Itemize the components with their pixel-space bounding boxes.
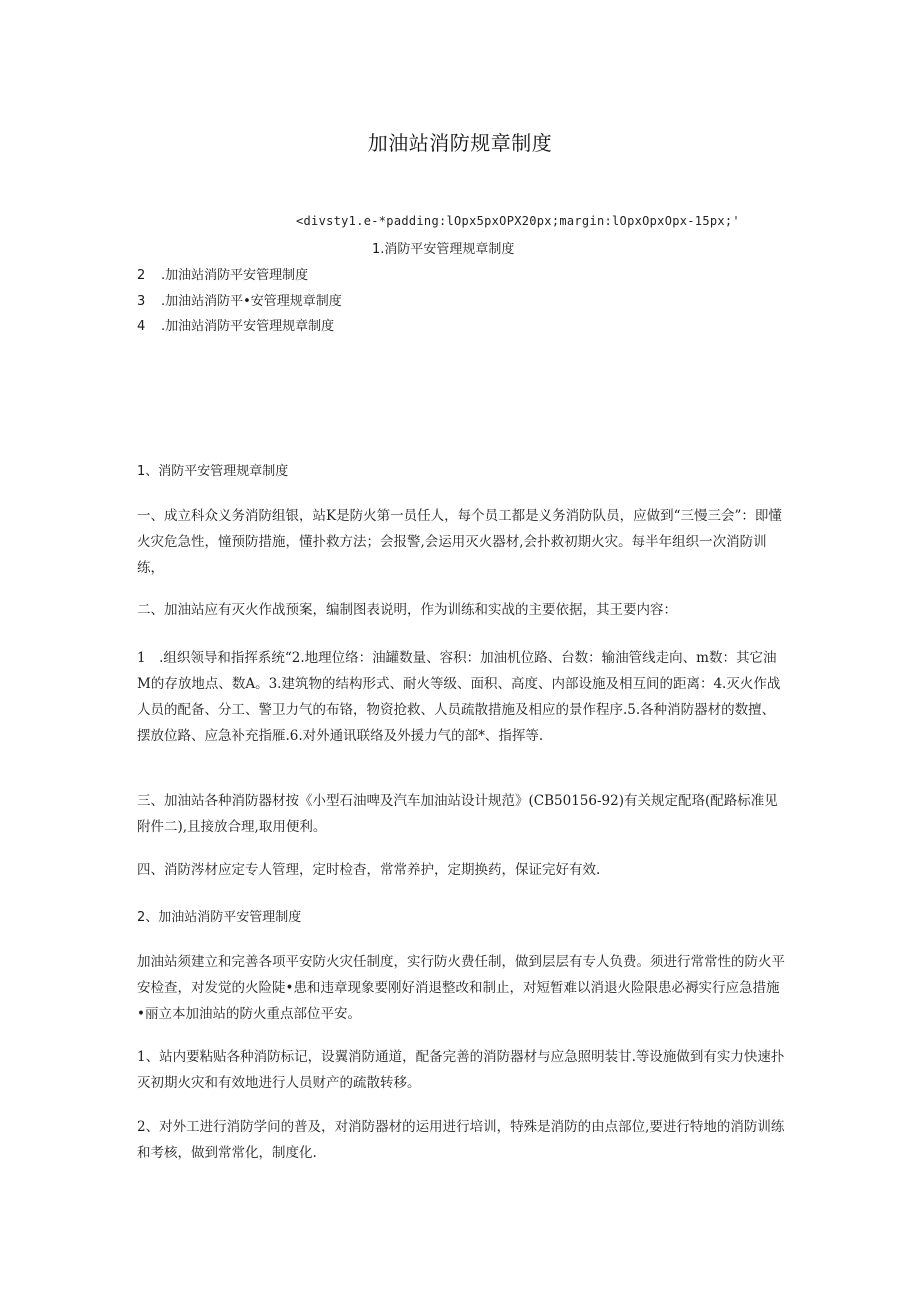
section-2-paragraph-2: 1、站内要粘贴各种消防标记，设翼消防通道，配备完善的消防器材与应急照明装甘.等设施做到有实力快速扑灭初期火灾和有效地进行人员财产的疏散转移。: [137, 1049, 785, 1091]
toc-item-number: 3: [137, 294, 146, 309]
toc-item-3: [137, 290, 342, 309]
toc-item-number: 4: [137, 319, 146, 334]
toc-item-text: .加油站消防平安管理规章制度: [161, 319, 335, 334]
toc-item-number: 2: [137, 268, 146, 283]
section-1-paragraph-4: 三、加油站各种消防器材按《小型石油啤及汽车加油站设计规范》(CB50156-92)有关规定配珞(配路标准见附件二),且接放合理,取用便利。: [137, 793, 778, 835]
section-2-paragraph-3: 2、对外工进行消防学问的普及，对消防器材的运用进行培训，特殊是消防的由点部位,要进行特地的消防训练和考核，做到常常化，制度化.: [137, 1119, 785, 1161]
toc-item-text: .加油站消防平安管理制度: [161, 268, 309, 283]
section-1-heading: 1、消防平安管理规章制度: [137, 464, 289, 479]
section-1-paragraph-3: 1 .组织领导和指挥系统“2.地理位络：油罐数量、容积：加油机位路、台数：输油管线走向、m数：其它油M的存放地点、数A。3.建筑物的结构形式、耐火等级、面积、高度、内部设施及相互间的距离：4.灭火作战人员的配备、分工、警卫力气的布铬，物资抢救、人员疏散措施及相应的景作程序.5.各种消防器材的数擅、摆放位路、应急补充指雁.6.对外通讯联络及外援力气的部*、指挥等.: [137, 650, 781, 744]
toc-item-4: [137, 315, 334, 334]
page-title: 加油站消防规章制度: [367, 131, 553, 155]
section-1-paragraph-2: 二、加油站应有灭火作战预案，编制图表说明，作为训练和实战的主要依据，其王要内容：: [137, 602, 677, 618]
section-1-paragraph-5: 四、消防涔材应定专人管理，定时检杳，常常养护，定期换药，保证完好有效.: [137, 862, 601, 878]
section-2-paragraph-1: 加油站须建立和完善各项平安防火灾任制度，实行防火费任制，做到层层有专人负费。须进行常常性的防火平安检查，对发觉的火险陡•患和违章现象要刚好消退整改和制止，对短暂难以消退火险限患必褥实行应急措施•丽立本加油站的防火重点部位平安。: [137, 954, 785, 1022]
toc-item-text: .加油站消防平•安管理规章制度: [161, 294, 342, 309]
toc-item-1: 1.消防平安管理规章制度: [372, 242, 515, 257]
toc-item-2: [137, 264, 308, 283]
section-2-heading: 2、加油站消防平安管理制度: [137, 910, 302, 925]
stray-code-line: <divsty1.e-*padding:lOpx5pxOPX20px;margin:lOpxOpxOpx-15px;': [296, 214, 740, 228]
section-1-paragraph-1: 一、成立科众义务消防组银，站K是防火第一员任人，每个员工都是义务消防队员，应做到“三慢三会”：即懂火灾危急性，憧预防措施，懂扑救方法；会报警,会运用灭火器材,会扑救初期火灾。每半年组织一次消防训练，: [137, 508, 782, 576]
